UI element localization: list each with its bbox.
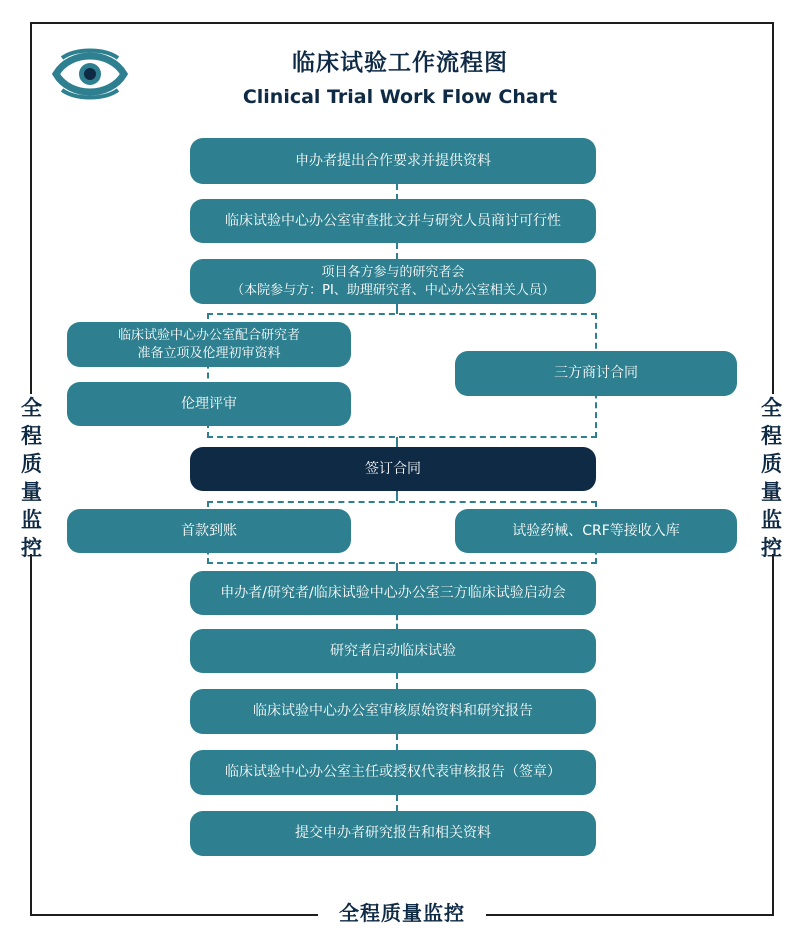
step-drug-receipt — [455, 509, 737, 553]
step-start-trial — [190, 629, 596, 673]
step-sign-contract — [190, 447, 596, 491]
step-label-note: （本院参与方：PI、助理研究者、中心办公室相关人员） — [231, 282, 555, 298]
frame-label-char: 监 — [21, 508, 43, 532]
step-label: 三方商讨合同 — [554, 365, 638, 381]
frame-label-left — [12, 394, 52, 560]
step-label: 研究者启动临床试验 — [330, 642, 456, 659]
frame-label-char: 全 — [761, 396, 783, 420]
frame-label-right — [752, 394, 792, 560]
step-submit-report — [190, 811, 596, 856]
step-contract-negotiation — [455, 351, 737, 396]
page-subtitle: Clinical Trial Work Flow Chart — [242, 86, 558, 108]
step-label: 临床试验中心办公室审查批文并与研究人员商讨可行性 — [225, 212, 561, 229]
connector-line — [396, 184, 398, 200]
step-label: 临床试验中心办公室配合研究者 — [117, 327, 300, 343]
connector-line — [396, 795, 398, 811]
connector-line — [396, 243, 398, 259]
step-label: 提交申办者研究报告和相关资料 — [295, 825, 491, 841]
step-label: 临床试验中心办公室主任或授权代表审核报告（签章） — [225, 764, 561, 780]
frame-label-char: 质 — [21, 452, 43, 476]
frame-label-char: 控 — [21, 536, 43, 560]
step-label: 申办者提出合作要求并提供资料 — [295, 152, 491, 169]
step-audit-data — [190, 689, 596, 734]
step-prepare-ethics-docs — [67, 322, 351, 367]
connector-line — [396, 673, 398, 689]
step-director-approval — [190, 750, 596, 795]
step-first-payment — [67, 509, 351, 553]
step-label: 申办者/研究者/临床试验中心办公室三方临床试验启动会 — [220, 584, 566, 601]
connector-line — [396, 491, 398, 501]
connector-line — [396, 734, 398, 750]
step-investigator-meeting — [190, 259, 596, 304]
frame-label-char: 全 — [21, 396, 43, 420]
connector-line — [396, 437, 398, 447]
step-office-review — [190, 199, 596, 243]
connector-line — [396, 615, 398, 629]
eye-logo-icon — [52, 44, 128, 104]
step-label: 试验药械、CRF等接收入库 — [512, 522, 680, 539]
step-label: 首款到账 — [181, 522, 237, 539]
frame-label-char: 程 — [761, 424, 783, 448]
frame-label-char: 质 — [761, 452, 783, 476]
step-kickoff-meeting — [190, 571, 596, 615]
page-title: 临床试验工作流程图 — [292, 50, 508, 76]
frame-label-char: 控 — [761, 536, 783, 560]
frame-label-bottom: 全程质量监控 — [318, 898, 486, 928]
frame-label-char: 量 — [21, 480, 43, 504]
frame-label-char: 量 — [761, 480, 783, 504]
step-sponsor-request — [190, 138, 596, 184]
frame-label-char: 程 — [21, 424, 43, 448]
step-label: 准备立项及伦理初审资料 — [137, 345, 281, 361]
step-label: 签订合同 — [365, 460, 421, 477]
step-label: 临床试验中心办公室审核原始资料和研究报告 — [253, 703, 533, 719]
step-label: 伦理评审 — [181, 395, 237, 412]
frame-label-char: 监 — [761, 508, 783, 532]
step-ethics-review — [67, 382, 351, 426]
step-label: 项目各方参与的研究者会 — [321, 264, 465, 280]
